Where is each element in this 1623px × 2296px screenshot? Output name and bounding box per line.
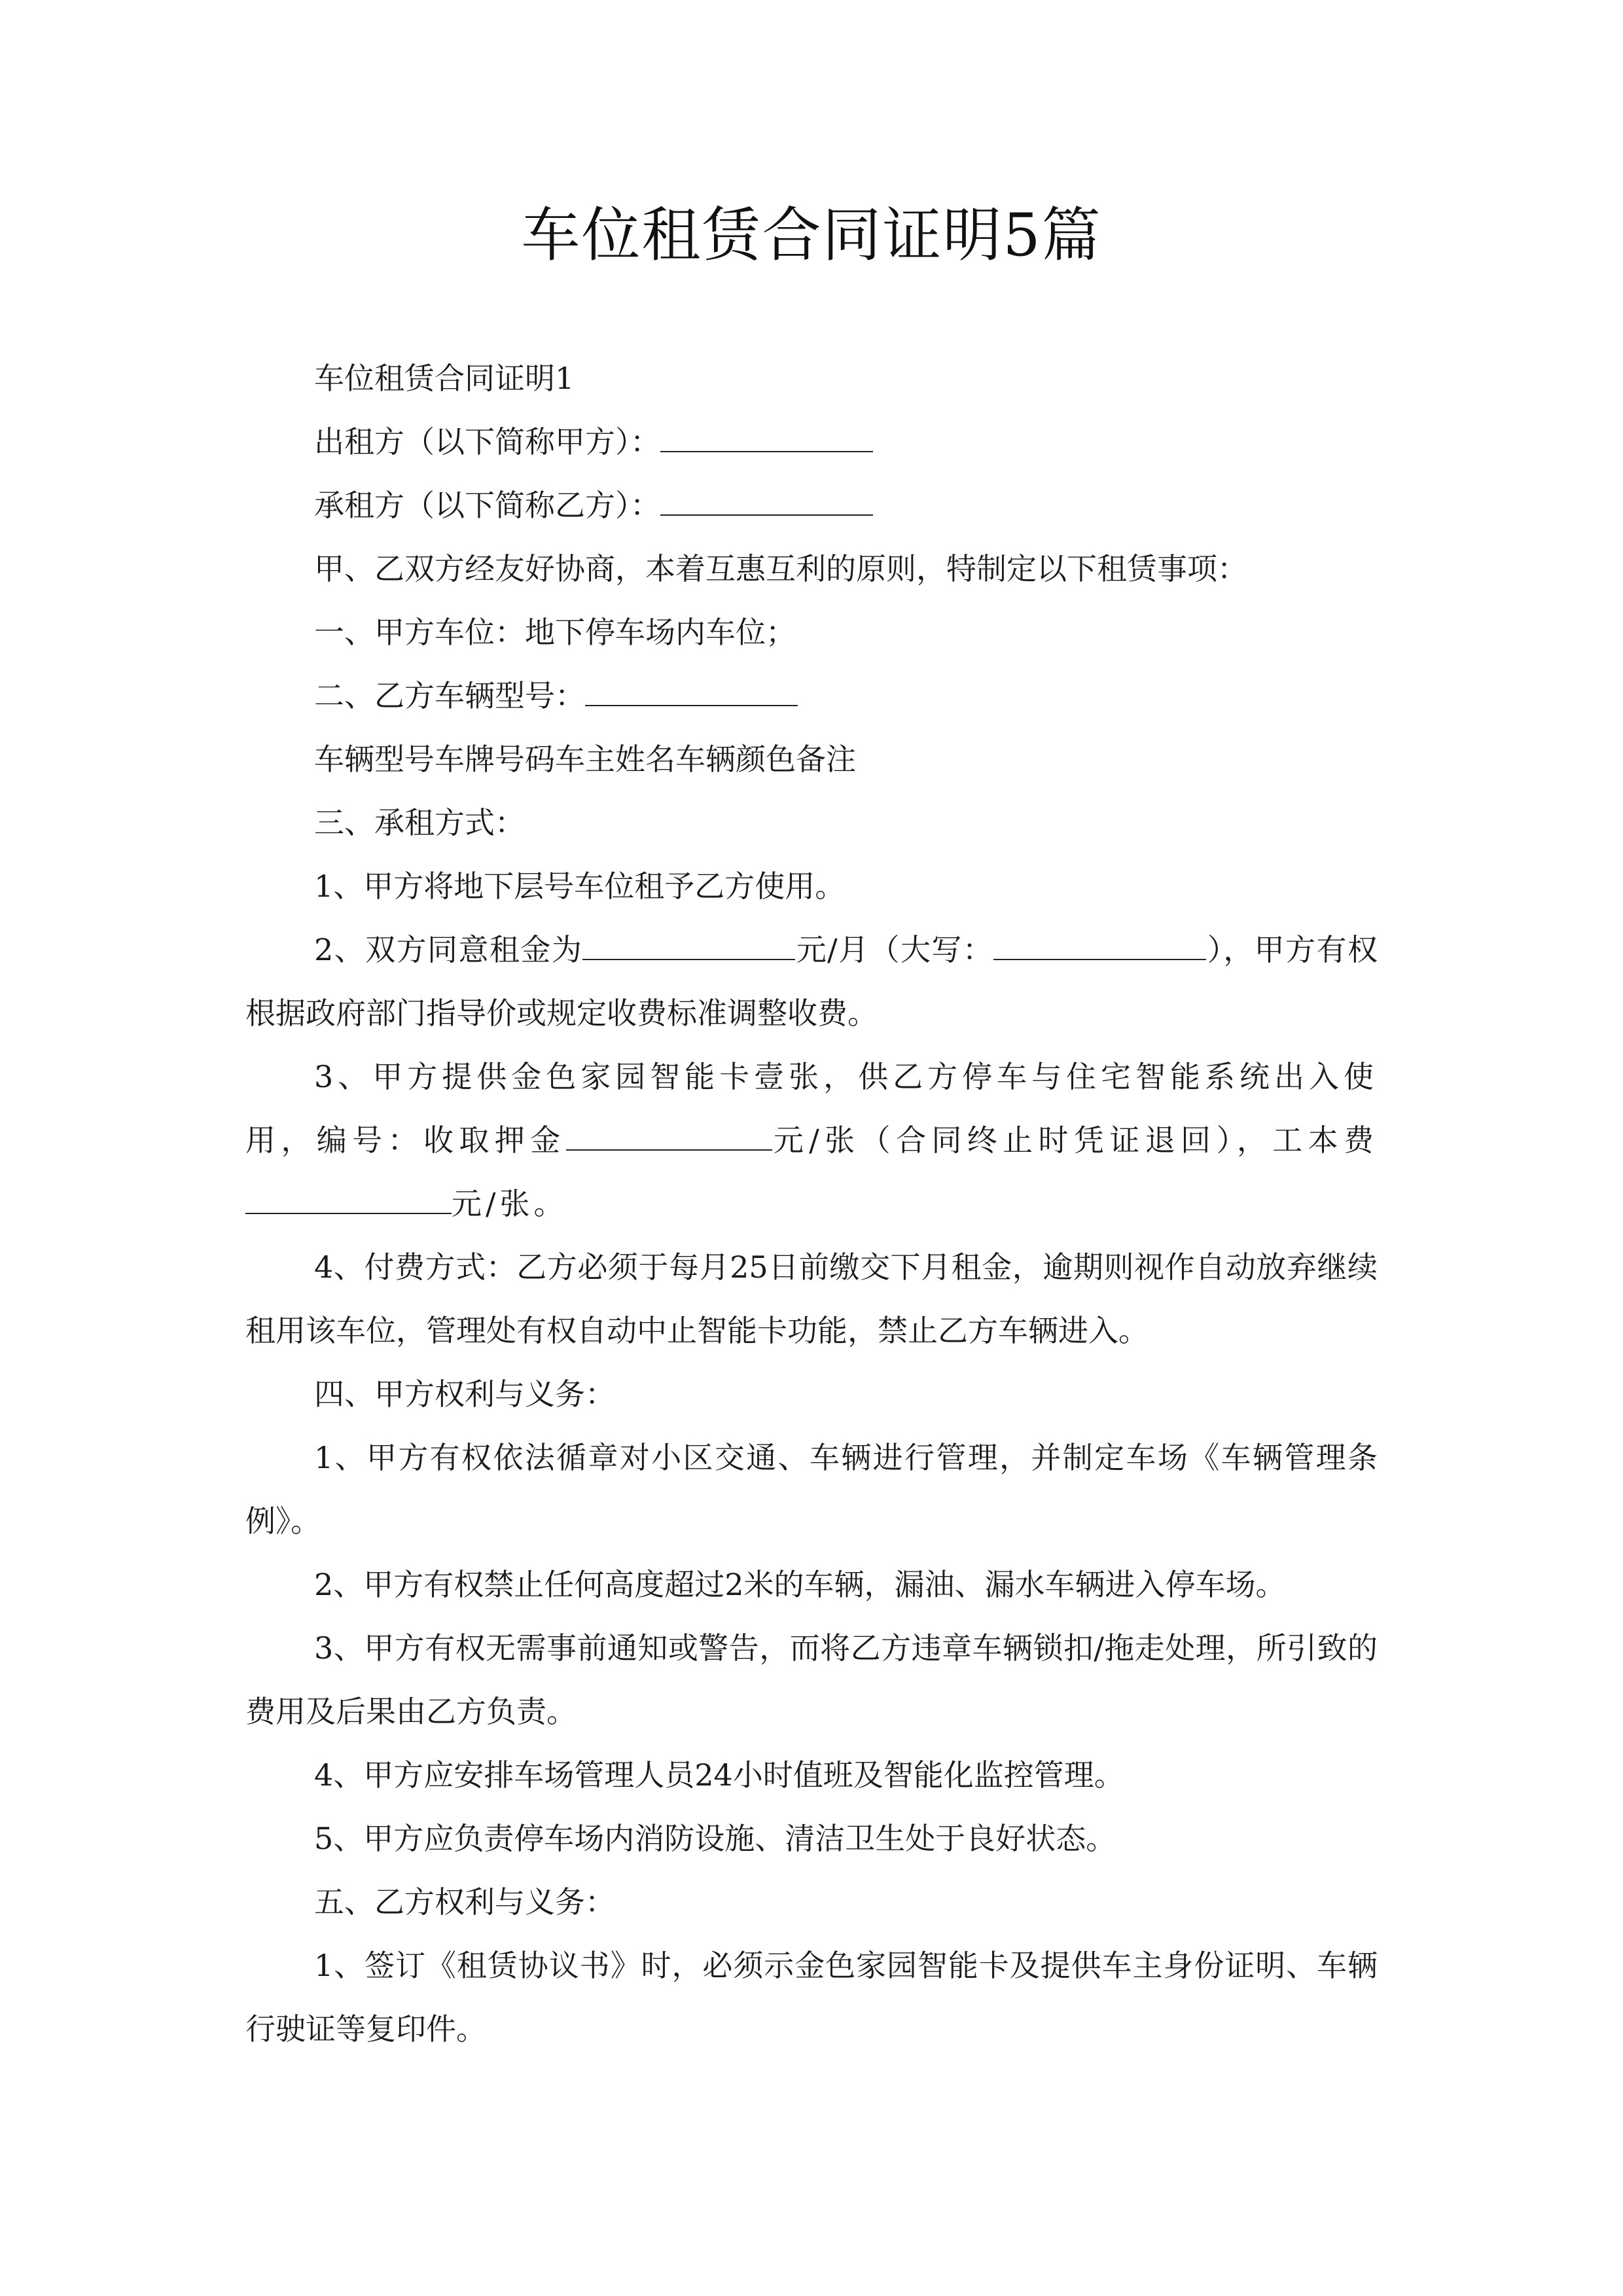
lessee-label: 承租方（以下简称乙方）：	[314, 488, 660, 523]
lessor-right-1: 1、甲方有权依法循章对小区交通、车辆进行管理，并制定车场《车辆管理条例》。	[245, 1440, 1378, 1539]
section-heading: 车位租赁合同证明1	[314, 361, 575, 396]
vehicle-model-label: 二、乙方车辆型号：	[314, 678, 585, 713]
intro-paragraph: 甲、乙双方经友好协商，本着互惠互利的原则，特制定以下租赁事项：	[314, 551, 1247, 586]
item-4: 四、甲方权利与义务：	[314, 1376, 615, 1412]
rent-clause-4: 4、付费方式：乙方必须于每月25日前缴交下月租金，逾期则视作自动放弃继续租用该车位，管理处有权自动中止智能卡功能，禁止乙方车辆进入。	[245, 1249, 1378, 1348]
document-title: 车位租赁合同证明5篇	[521, 201, 1102, 270]
vehicle-model-blank	[585, 679, 798, 706]
rent-clause-2-part-b: 元/月（大写：	[795, 932, 994, 967]
lessor-label: 出租方（以下简称甲方）：	[314, 424, 660, 459]
item-3: 三、承租方式：	[314, 805, 525, 840]
rent-amount-blank	[582, 933, 795, 960]
lessor-right-5: 5、甲方应负责停车场内消防设施、清洁卫生处于良好状态。	[314, 1821, 1116, 1856]
rent-clause-3-part-c: 元/张。	[452, 1186, 568, 1221]
lessor-blank	[660, 425, 873, 452]
lessor-right-3: 3、甲方有权无需事前通知或警告，而将乙方违章车辆锁扣/拖走处理，所引致的费用及后果由乙方负责。	[245, 1630, 1378, 1729]
deposit-blank	[566, 1123, 772, 1151]
rent-clause-3	[245, 1045, 1378, 1236]
rent-clause-3-part-b: 元/张（合同终止时凭证退回），工本费	[772, 1122, 1378, 1158]
lessee-right-1: 1、签订《租赁协议书》时，必须示金色家园智能卡及提供车主身份证明、车辆行驶证等复印件。	[245, 1948, 1378, 2047]
item-5: 五、乙方权利与义务：	[314, 1884, 615, 1920]
lessor-right-2: 2、甲方有权禁止任何高度超过2米的车辆，漏油、漏水车辆进入停车场。	[314, 1567, 1286, 1602]
rent-clause-2-part-c: ），甲方有权根据政府部门指导价或规定收费标准调整收费。	[245, 932, 1378, 1031]
lessor-line	[245, 410, 1378, 474]
card-fee-blank	[245, 1187, 452, 1214]
item-1: 一、甲方车位：地下停车场内车位；	[314, 615, 796, 650]
rent-amount-words-blank	[993, 933, 1206, 960]
rent-clause-2	[245, 918, 1378, 1045]
lessee-blank	[660, 488, 873, 516]
rent-clause-2-part-a: 2、双方同意租金为	[314, 932, 583, 967]
lessee-line	[245, 474, 1378, 537]
lessor-right-4: 4、甲方应安排车场管理人员24小时值班及智能化监控管理。	[314, 1757, 1124, 1793]
rent-clause-3-part-a: 3、甲方提供金色家园智能卡壹张，供乙方停车与住宅智能系统出入使用，编号：收取押金	[245, 1059, 1378, 1158]
document-body	[245, 347, 1378, 2061]
vehicle-columns: 车辆型号车牌号码车主姓名车辆颜色备注	[314, 742, 856, 777]
item-2	[245, 664, 1378, 728]
rent-clause-1: 1、甲方将地下层号车位租予乙方使用。	[314, 869, 846, 904]
